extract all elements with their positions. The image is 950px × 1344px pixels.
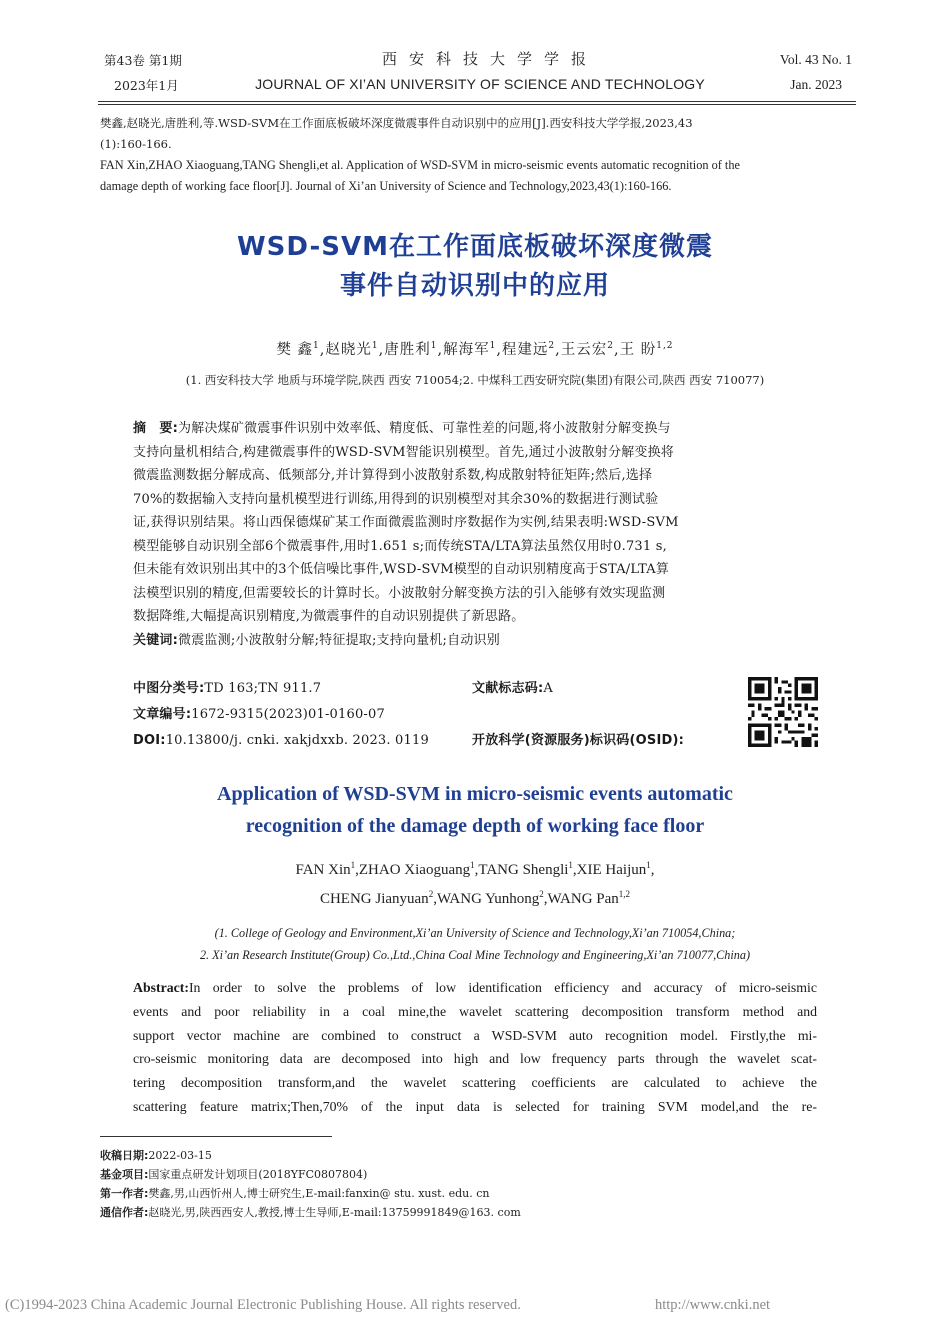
author-cn: 王 盼$^{1,2}$ (619, 341, 674, 358)
keywords-label: 关键词 (133, 632, 173, 648)
abstract-cn-line: 70%的数据输入支持向量机模型进行训练,用得到的识别模型对其余30%的数据进行测试验 (133, 491, 659, 507)
keywords-text: 微震监测;小波散射分解;特征提取;支持向量机;自动识别 (178, 632, 500, 648)
title-en (100, 778, 850, 842)
title-en-line2: recognition of the damage depth of working face floor (245, 815, 705, 837)
citation-en-line2: damage depth of working face floor[J]. Journal of Xi’an University of Science and Technology,2023,43(1):160-166. (100, 179, 672, 193)
abstract-cn-line: 微震监测数据分解成高、低频部分,并计算得到小波散射系数,构成散射特征矩阵;然后,选择 (133, 468, 653, 483)
author-cn: 王云宏$^2$ (560, 341, 614, 358)
footnote-fund: 基金项目:国家重点研发计划项目(2018YFC0807804) (100, 1168, 368, 1181)
author-cn: 唐胜利$^1$ (384, 341, 438, 358)
abstract-en-line: scattering feature matrix;Then,70% of the input data is selected for training SVM model,and the re- (133, 1098, 817, 1114)
doi: DOI:10.13800/j. cnki. xakjdxxb. 2023. 0119 (133, 733, 429, 748)
article-number: 文章编号:1672-9315(2023)01-0160-07 (133, 707, 385, 722)
abstract-cn-line: 但未能有效识别出其中的3个低信噪比事件,WSD-SVM模型的自动识别精度高于STA/LTA算 (133, 562, 670, 577)
author-cn: 程建远$^2$ (501, 341, 556, 358)
authors-en-line2: CHENG Jianyuan$^2$,WANG Yunhong$^2$,WANG Pan$^{1,2}$ (319, 889, 631, 907)
footer-copyright: (C)1994-2023 China Academic Journal Electronic Publishing House. All rights reserved. (5, 1297, 521, 1313)
header-date-cn: 2023年1月 (114, 78, 179, 93)
abstract-en-line: cro-seismic monitoring data are decomposed into high and low frequency parts through the wavelet scat- (133, 1051, 817, 1067)
header-rule-thin (98, 104, 856, 105)
title-en-line1: Application of WSD-SVM in micro-seismic events automatic (217, 783, 733, 805)
author-cn: 樊 鑫$^1$ (276, 341, 320, 358)
osid-label: 开放科学(资源服务)标识码(OSID): (472, 733, 685, 748)
osid-qr-code[interactable] (748, 677, 818, 747)
author-en: WANG Yunhong$^2$ (436, 889, 544, 907)
author-cn: 解海军$^1$ (443, 341, 497, 358)
title-cn (100, 228, 850, 306)
abstract-cn-line: 为解决煤矿微震事件识别中效率低、精度低、可靠性差的问题,将小波散射分解变换与 (178, 421, 671, 436)
abstract-en: Abstract:In order to solve the problems of low identification efficiency and accuracy of micro-seismic events and poor reliability in a coal mine,the wavelet scattering decomposition transform method and support vector machine are combined to construct a WSD-SVM auto recognition model. Firstly,the mi- cro-seismic monitoring data are decomposed into high and low frequency parts through the wavelet scat- tering decomposition transform,and the wavelet scattering coefficients are calculated to achieve the scattering feature matrix;Then,70% of the input data is selected for training SVM model,and the re- (133, 976, 817, 1119)
abstract-cn-line: 支持向量机相结合,构建微震事件的WSD-SVM智能识别模型。首先,通过小波散射分解变换将 (133, 444, 674, 460)
citation-en-line1: FAN Xin,ZHAO Xiaoguang,TANG Shengli,et al. Application of WSD-SVM in micro-seismic events automatic recognition of the (100, 158, 740, 172)
title-cn-line1: WSD-SVM在工作面底板破坏深度微震 (237, 232, 713, 262)
document-code: 文献标志码:A (472, 681, 554, 696)
affiliation-en (100, 922, 850, 966)
abstract-cn: 摘 要:为解决煤矿微震事件识别中效率低、精度低、可靠性差的问题,将小波散射分解变换与 支持向量机相结合,构建微震事件的WSD-SVM智能识别模型。首先,通过小波散射分解变换将 微震监测数据分解成高、低频部分,并计算得到小波散射系数,构成散射特征矩阵;然后,选择 70%的数据输入支持向量机模型进行训练,用得到的识别模型对其余30%的数据进行测试验 证,获得识别结果。将山西保德煤矿某工作面微震监测时序数据作为实例,结果表明:WSD-SVM 模型能够自动识别全部6个微震事件,用时1.651 s;而传统STA/LTA算法虽然仅用时0.731 s, 但未能有效识别出其中的3个低信噪比事件,WSD-SVM模型的自动识别精度高于STA/LTA算 法模型识别的精度,但需要较长的计算时长。小波散射分解变换方法的引入能够有效实现监测 数据降维,大幅提高识别精度,为微震事件的自动识别提供了新思路。 关键词:微震监测;小波散射分解;特征提取;支持向量机;自动识别 (133, 417, 823, 652)
author-en: ZHAO Xiaoguang$^1$ (358, 860, 475, 878)
abstract-en-line: support vector machine are combined to construct a WSD-SVM auto recognition model. Firstly,the mi- (133, 1027, 817, 1043)
author-en: TANG Shengli$^1$ (478, 860, 573, 878)
header-volume-issue-en: Vol. 43 No. 1 (779, 52, 852, 67)
abstract-en-line: tering decomposition transform,and the wavelet scattering coefficients are calculated to achieve the (133, 1075, 817, 1091)
citation-cn-line1: 樊鑫,赵晓光,唐胜利,等.WSD-SVM在工作面底板破坏深度微震事件自动识别中的应用[J].西安科技大学学报,2023,43 (100, 116, 693, 130)
author-en: CHENG Jianyuan$^2$ (319, 889, 434, 907)
title-cn-line2: 事件自动识别中的应用 (339, 271, 610, 301)
author-en: WANG Pan$^{1,2}$ (547, 889, 631, 907)
abstract-en-line: In order to solve the problems of low identification efficiency and accuracy of micro-seismic (188, 980, 817, 995)
header-rule (98, 101, 856, 102)
authors-cn: 樊 鑫$^1$,赵晓光$^1$,唐胜利$^1$,解海军$^1$,程建远$^2$,王云宏$^2$,王 盼$^{1,2}$ (276, 341, 674, 358)
footnote-rule (100, 1136, 332, 1137)
abstract-cn-line: 法模型识别的精度,但需要较长的计算时长。小波散射分解变换方法的引入能够有效实现监测 (133, 585, 666, 601)
author-cn: 赵晓光$^1$ (325, 341, 379, 358)
authors-en-line1: FAN Xin$^1$,ZHAO Xiaoguang$^1$,TANG Shengli$^1$,XIE Haijun$^1$, (295, 860, 655, 878)
header-date-en: Jan. 2023 (790, 77, 842, 92)
abstract-cn-label: 摘 要 (133, 421, 173, 436)
header-journal-en: JOURNAL OF XI’AN UNIVERSITY OF SCIENCE AND TECHNOLOGY (255, 76, 705, 92)
abstract-en-label: Abstract (133, 980, 185, 995)
author-en: XIE Haijun$^1$ (576, 860, 651, 878)
affiliation-en-line1: (1. College of Geology and Environment,Xi’an University of Science and Technology,Xi’an 710054,China; (214, 926, 736, 940)
footnotes (100, 1146, 800, 1222)
authors-en (100, 856, 850, 914)
affiliation-cn: (1. 西安科技大学 地质与环境学院,陕西 西安 710054;2. 中煤科工西安研究院(集团)有限公司,陕西 西安 710077) (185, 373, 765, 387)
abstract-cn-line: 模型能够自动识别全部6个微震事件,用时1.651 s;而传统STA/LTA算法虽然仅用时0.731 s, (133, 538, 667, 554)
clc-number: 中图分类号:TD 163;TN 911.7 (133, 681, 322, 696)
footnote-first-author: 第一作者:樊鑫,男,山西忻州人,博士研究生,E-mail:fanxin@ stu. xust. edu. cn (100, 1187, 490, 1200)
abstract-cn-line: 证,获得识别结果。将山西保德煤矿某工作面微震监测时序数据作为实例,结果表明:WSD-SVM (133, 515, 679, 530)
header-journal-cn: 西安科技大学学报 (381, 50, 598, 68)
author-en: FAN Xin$^1$ (295, 860, 356, 878)
citation-cn-line2: (1):160-166. (100, 137, 172, 151)
footnote-corresponding-author: 通信作者:赵晓光,男,陕西西安人,教授,博士生导师,E-mail:13759991849@163. com (100, 1206, 521, 1219)
abstract-en-line: events and poor reliability in a coal mine,the wavelet scattering decomposition transform method and (133, 1003, 817, 1019)
footer-url[interactable]: http://www.cnki.net (655, 1297, 771, 1313)
header-volume-issue-cn: 第43卷 第1期 (104, 53, 182, 68)
citation-block (100, 113, 860, 197)
keywords: 关键词:微震监测;小波散射分解;特征提取;支持向量机;自动识别 (133, 632, 500, 648)
abstract-cn-line: 数据降维,大幅提高识别精度,为微震事件的自动识别提供了新思路。 (133, 609, 525, 624)
affiliation-en-line2: 2. Xi’an Research Institute(Group) Co.,Ltd.,China Coal Mine Technology and Engineering,Xi’an 710077,China) (199, 948, 751, 962)
footnote-received: 收稿日期:2022-03-15 (100, 1149, 212, 1162)
